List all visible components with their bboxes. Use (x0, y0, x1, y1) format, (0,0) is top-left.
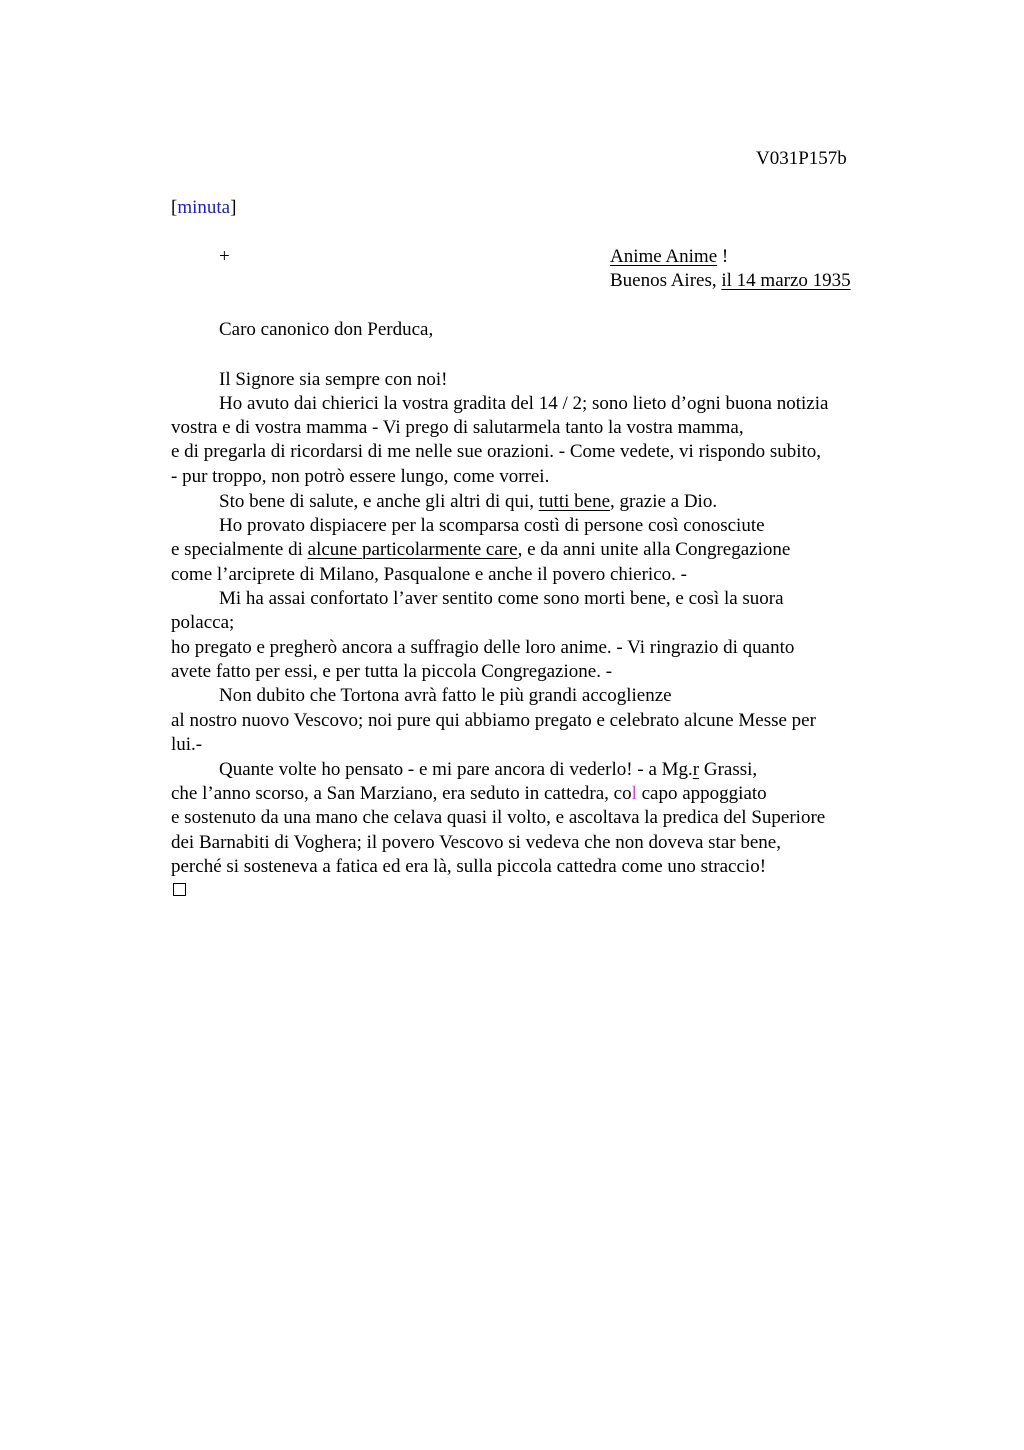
body-line-12: ho pregato e pregherò ancora a suffragio delle loro anime. - Vi ringrazio di quanto (171, 637, 795, 658)
body-line-3: vostra e di vostra mamma - Vi prego di salutarmela tanto la vostra mamma, (171, 417, 744, 438)
body-line-15: al nostro nuovo Vescovo; noi pure qui abbiamo pregato e celebrato alcune Messe per (171, 710, 816, 731)
end-square-icon (173, 883, 186, 896)
body-line-8-a: e specialmente di (171, 539, 308, 560)
body-line-8 (171, 538, 790, 562)
body-line-10: Mi ha assai confortato l’aver sentito come sono morti bene, e così la suora (219, 588, 784, 609)
body-line-6 (219, 490, 717, 514)
body-line-17-c: Grassi, (699, 759, 758, 780)
body-line-18 (171, 782, 767, 806)
body-line-18-colored-letter: l (631, 783, 637, 804)
anime-heading (610, 245, 728, 269)
anime-exclamation: ! (717, 246, 729, 267)
body-line-4: e di pregarla di ricordarsi di me nelle sue orazioni. - Come vedete, vi rispondo subito, (171, 441, 822, 462)
place: Buenos Aires, (610, 270, 722, 291)
body-line-16: lui.- (171, 734, 203, 755)
body-line-1: Il Signore sia sempre con noi! (219, 369, 448, 390)
body-line-8-underlined: alcune particolarmente care (307, 539, 518, 560)
place-date (610, 269, 851, 293)
body-line-7: Ho provato dispiacere per la scomparsa costì di persone così conosciute (219, 515, 765, 536)
salutation: Caro canonico don Perduca, (219, 319, 434, 340)
body-line-2: Ho avuto dai chierici la vostra gradita del 14 / 2; sono lieto d’ogni buona notizia (219, 393, 829, 414)
body-line-19: e sostenuto da una mano che celava quasi il volto, e ascoltava la predica del Superiore (171, 807, 826, 828)
cross-mark: + (219, 246, 230, 267)
body-line-5: - pur troppo, non potrò essere lungo, come vorrei. (171, 466, 550, 487)
body-line-21: perché si sosteneva a fatica ed era là, sulla piccola cattedra come uno straccio! (171, 856, 767, 877)
minuta-label (171, 196, 236, 220)
body-line-18-c: capo appoggiato (636, 783, 767, 804)
body-line-17-a: Quante volte ho pensato - e mi pare ancora di vederlo! - a Mg. (219, 759, 693, 780)
body-line-20: dei Barnabiti di Voghera; il povero Vescovo si vedeva che non doveva star bene, (171, 832, 781, 853)
body-line-9: come l’arciprete di Milano, Pasqualone e anche il povero chierico. - (171, 564, 687, 585)
body-line-11: polacca; (171, 612, 235, 633)
document-code: V031P157b (756, 148, 847, 169)
date: il 14 marzo 1935 (721, 270, 851, 291)
body-line-6-c: , grazie a Dio. (610, 491, 718, 512)
body-line-6-a: Sto bene di salute, e anche gli altri di qui, (219, 491, 539, 512)
body-line-17 (219, 758, 757, 782)
body-line-13: avete fatto per essi, e per tutta la piccola Congregazione. - (171, 661, 613, 682)
body-line-18-a: che l’anno scorso, a San Marziano, era seduto in cattedra, co (171, 783, 632, 804)
minuta-bracket-close: ] (230, 197, 237, 218)
body-line-14: Non dubito che Tortona avrà fatto le più grandi accoglienze (219, 685, 672, 706)
minuta-bracket-open: [ (171, 197, 178, 218)
minuta-word: minuta (177, 197, 231, 218)
body-line-6-underlined: tutti bene (538, 491, 610, 512)
body-line-17-underlined: r (692, 759, 700, 780)
body-line-8-c: , e da anni unite alla Congregazione (517, 539, 791, 560)
anime-underlined: Anime Anime (610, 246, 718, 267)
